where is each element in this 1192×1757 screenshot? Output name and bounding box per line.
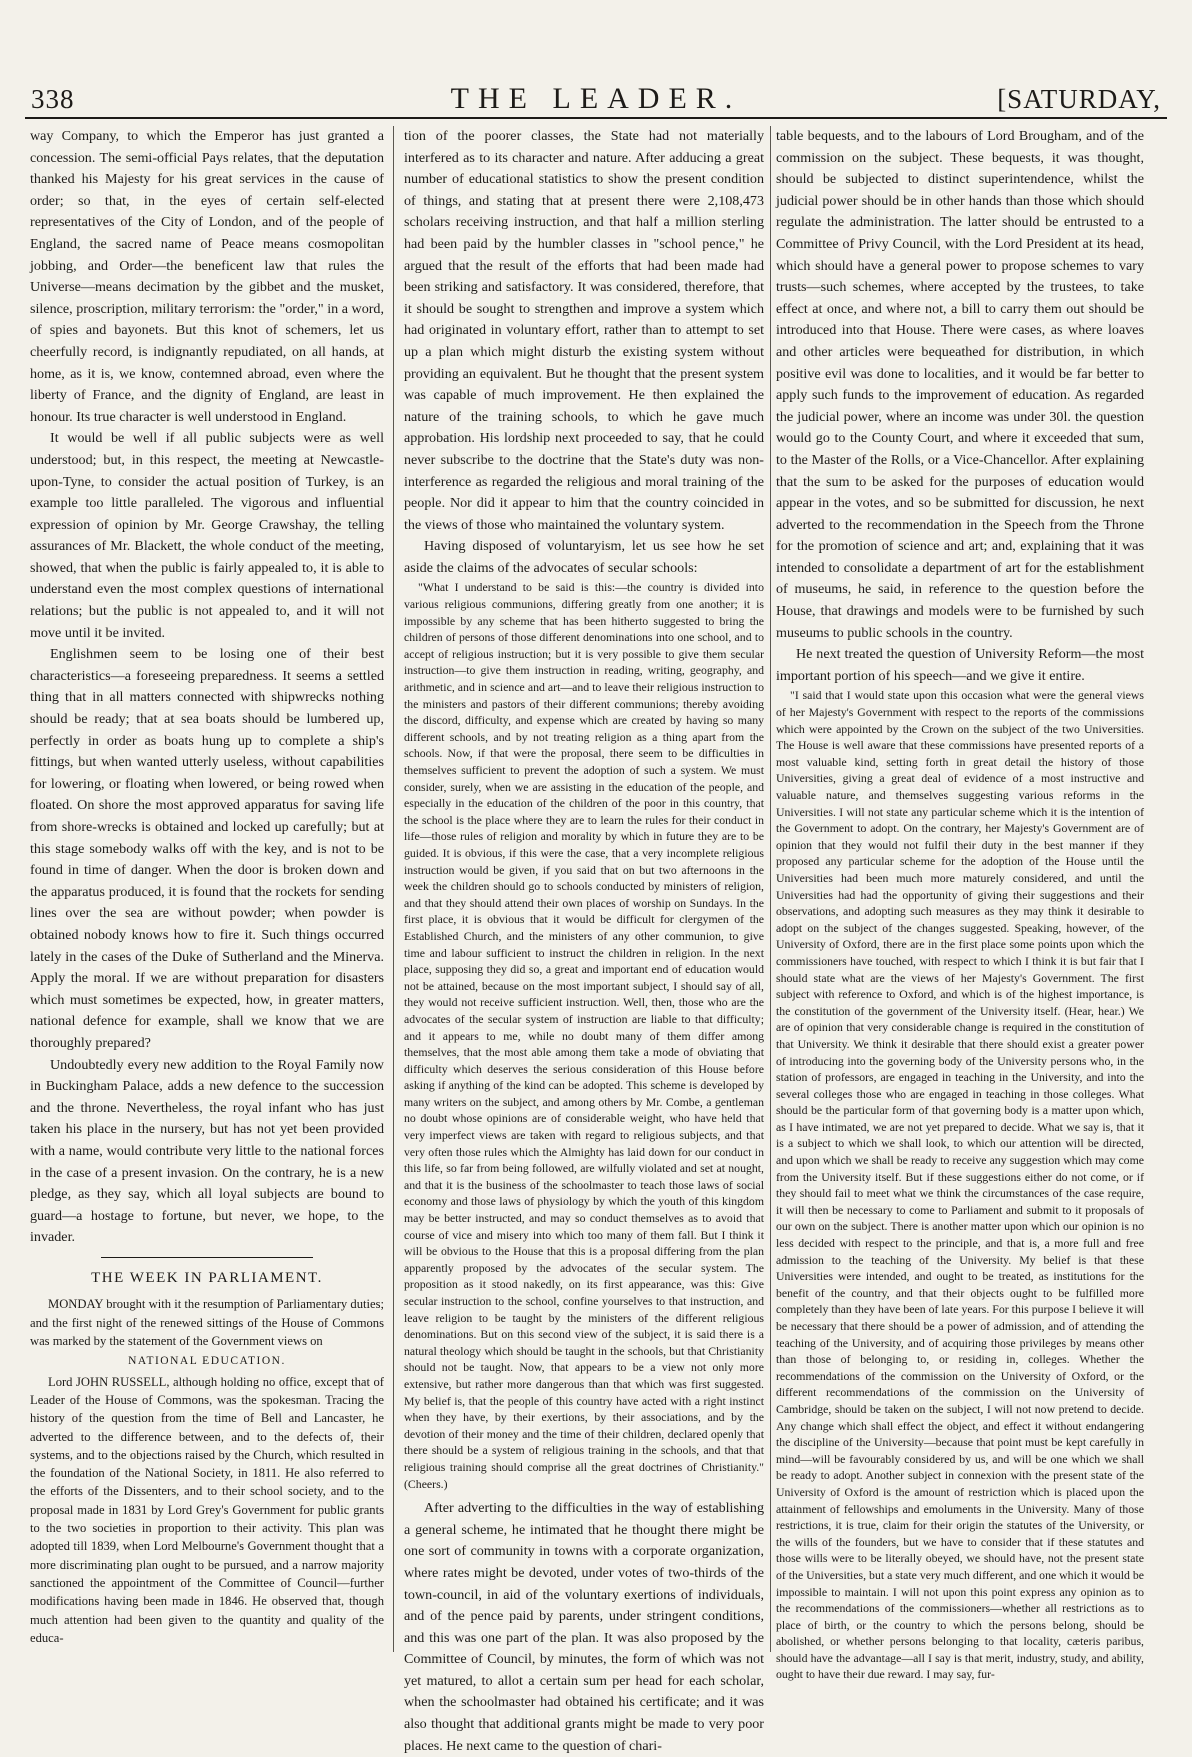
page-header [25, 64, 1167, 120]
issue-day: [SATURDAY, [997, 84, 1161, 114]
paragraph: Having disposed of voluntaryism, let us see how he set aside the claims of the advocates of secular schools: [404, 538, 764, 576]
paragraph: tion of the poorer classes, the State had not materially interfered as to its character and nature. After adducing a great number of educational statistics to show the present condition of things, and stating that at present there were 2,108,473 scholars receiving instruction, and that half a million sterling had been paid by the humbler classes in "school pence," he argued that the result of the efforts that had been made had been striking and satisfactory. It was considered, therefore, that it should be sought to strengthen and improve a system which had originated in voluntary effort, rather than to attempt to set up a plan which might disturb the existing system without providing an equivalent. But he thought that the present system was capable of much improvement. He then explained the nature of the training schools, to which he gave much approbation. His lordship next proceeded to say, that he could never subscribe to the doctrine that the State's duty was non-interference as regarded the religious and moral training of the people. Nor did it appear to him that the country coincided in the views of those who maintained the voluntary system. [404, 128, 764, 533]
publication-title: THE LEADER. [450, 82, 742, 115]
page-number: 338 [31, 84, 75, 114]
paragraph: Lord JOHN RUSSELL, although holding no office, except that of Leader of the House of Commons, was the spokesman. Tracing the history of the question from the time of Bell and Lancaster, he adverted to the difference between, and to the defects of, their systems, and to the objections raised by the Church, which resulted in the foundation of the National Society, in 1811. He also referred to the efforts of the Dissenters, and to their school society, and to the proposal made in 1831 by Lord Grey's Government for public grants to the two societies in proportion to their activity. This plan was adopted till 1839, when Lord Melbourne's Government thought that a more discriminating plan ought to be pursued, and a narrow majority sanctioned the appointment of the Committee of Council—further modifications having been made in 1846. He observed that, though much attention had been given to the quantity and quality of the educa- [30, 1374, 384, 1645]
column-1 [30, 126, 384, 1656]
subsection-heading: NATIONAL EDUCATION. [128, 1355, 286, 1368]
column-divider [393, 126, 394, 1652]
paragraph: It would be well if all public subjects were as well understood; but, in this respect, the meeting at Newcastle-upon-Tyne, to consider the actual position of Turkey, is an example too little paralleled. The vigorous and influential expression of opinion by Mr. George Crawshay, the telling assurances of Mr. Blackett, the whole conduct of the meeting, showed, that when the public is fairly appealed to, it is able to understand even the most complex questions of international relations; but the public is not appealed to, and it will not move until it be invited. [30, 430, 384, 641]
paragraph: Englishmen seem to be losing one of their best characteristics—a foreseeing preparedness. It seems a settled thing that in all matters connected with shipwrecks nothing should be ready; that at sea boats should be lumbered up, perfectly in order as boats hung up to complete a ship's fittings, but when wanted utterly useless, without capabilities for lowering, or floating when lowered, or being rowed when floated. On shore the most approved apparatus for saving life from shore-wrecks is obtained and locked up carefully; but at this stage somebody walks off with the key, and is not to be found in time of danger. When the door is broken down and the apparatus produced, it is found that the rockets for sending lines over the sea are without powder; when powder is obtained nobody knows how to fire it. Such things occurred lately in the cases of the Duke of Sutherland and the Minerva. Apply the moral. If we are without preparation for disasters which must sometimes be expected, how, in greater matters, national defence for example, shall we know that we are thoroughly prepared? [30, 646, 384, 1051]
quoted-speech: "I said that I would state upon this occasion what were the general views of her Majesty's Government with respect to the reports of the commissions which were appointed by the Crown on the subject of the two Universities. The House is well aware that these commissions have presented reports of a most valuable kind, setting forth in great detail the history of those Universities, giving a great deal of evidence of a most instructive and valuable nature, and themselves suggesting various reforms in the Universities. I will not state any particular scheme which it is the intention of the Government to adopt. On the contrary, her Majesty's Government are of opinion that they would not fulfil their duty in the best manner if they proposed any particular scheme for the adoption of the House until the Universities had been much more maturely considered, and until the Universities had had the opportunity of giving their suggestions and their observations, and adopting such measures as they may think it desirable to adopt on the subject of the changes suggested. Speaking, however, of the University of Oxford, there are in the first place some points upon which the commissioners have touched, with respect to which I think it is but fair that I should state what are the views of her Majesty's Government. The first subject with reference to Oxford, and which is of the highest importance, is the constitution of the government of the University itself. (Hear, hear.) We are of opinion that very considerable change is required in the constitution of that University. We think it desirable that there should exist a greater power of introducing into the governing body of the University persons who, in the station of professors, are engaged in teaching in the University, and into the several colleges those who are engaged in teaching in those colleges. What should be the particular form of that governing body is a matter upon which, as I have intimated, we are not yet prepared to decide. What we say is, that it is a subject to which we shall look, to which our attention will be directed, and upon which we shall be ready to receive any suggestion which may come from the University itself. But if these suggestions either do not come, or if they should fail to meet what we think the circumstances of the case require, it will then be necessary to come to Parliament and submit to it proposals of our own on the subject. There is another matter upon which our opinion is no less decided with respect to the principle, and that is, a more full and free admission to the teaching of the University. My belief is that these Universities were intended, and ought to be treated, as institutions for the benefit of the country, and that their objects ought to be fulfilled more completely than they have been of late years. For this purpose I believe it will be necessary that there should be a power of admission, and of attending the teaching of the University, and of acquiring those privileges by means other than those of belonging to, or residing in, colleges. Whether the recommendations of the commission on the University of Oxford, or the different recommendations of the commission on the University of Cambridge, should be taken on the subject, I will not now pretend to decide. Any change which shall effect the object, and effect it without endangering the discipline of the University—because that point must be kept carefully in mind—will be favourably considered by us, and will be one which we shall be ready to adopt. Another subject in connexion with the present state of the University of Oxford is the amount of restriction which is placed upon the attainment of fellowships and emoluments in the University. Many of those restrictions, it is true, claim for their origin the statutes of the University, or the wills of the founders, but we have to consider that if these statutes and those wills were to be literally obeyed, we should have, not the present state of the Universities, but a state very much different, and one which it would be impossible to maintain. I will not upon this point express any opinion as to the recommendations of the commissioners—whether all restrictions as to place of birth, or the country to which the persons belong, should be abolished, or whether persons belonging to that locality, cæteris paribus, should have the advantage—all I say is that merit, industry, study, and ability, ought to have their due reward. I may say, fur- [776, 688, 1145, 1682]
paragraph: Undoubtedly every new addition to the Royal Family now in Buckingham Palace, adds a new defence to the succession and the throne. Nevertheless, the royal infant who has just taken his place in the nursery, but has not yet been provided with a name, would contribute very little to the national forces in the case of a present invasion. On the contrary, he is a new pledge, as they say, which all loyal subjects are bound to guard—a hostage to fortune, but never, we hope, to the invader. [30, 1056, 384, 1246]
column-3 [776, 126, 1145, 1682]
column-divider [770, 126, 771, 1652]
quoted-speech: "What I understand to be said is this:—the country is divided into various religious communions, differing greatly from one another; it is impossible by any scheme that has been hitherto suggested to bring the children of persons of those different denominations into one school, and to accept of religious instruction; but it is very possible to give them secular instruction—to give them instruction in reading, writing, geography, and arithmetic, and in science and art—and to leave their religious instruction to the ministers and pastors of their different communions; thereby avoiding the discord, difficulty, and expense which are created by having so many different schools, and by not treating religion as a thing apart from the schools. Now, if that were the proposal, there seem to be difficulties in themselves sufficient to prevent the adoption of such a system. We must consider, surely, when we are assisting in the education of the people, and especially in the education of the children of the poor in this country, that the school is the place where they are to learn the rules for their conduct in life—those rules of religion and morality by which in future they are to be guided. It is obvious, if this were the case, that a very incomplete religious instruction would be given, if you said that on but two afternoons in the week the children should go to schools conducted by ministers of religion, and that they should attend their own places of worship on Sundays. In the first place, it is obvious that it would be difficult for clergymen of the Established Church, and the ministers of any other communion, to give time and labour sufficient to instruct the children in religion. In the next place, supposing they did so, a great and important end of education would not be attained, because on the most important subject, I should say of all, they would not receive sufficient instruction. Well, then, those who are the advocates of the secular system of instruction are liable to that difficulty; and it appears to me, while no doubt many of them differ among themselves, that the most able among them take a mode of obviating that difficulty which deserves the serious consideration of this House before asking if anything of the kind can be adopted. This scheme is developed by many writers on the subject, and among others by Mr. Combe, a gentleman no doubt whose opinions are of considerable weight, who have held that very imperfect views are taken with regard to religious subjects, and that very often those rules which the Almighty has laid down for our conduct in this life, so far from being followed, are wilfully violated and set at nought, and that it is the business of the schoolmaster to teach those laws of social economy and those laws of physiology by which the youth of this kingdom may be better instructed, and may so conduct themselves as to avoid that course of vice and misery into which too many of them fall. But I think it will be obvious to the House that this is a proposal differing from the plan apparently proposed by the advocates of the secular system. The proposition as it stood nakedly, on its first appearance, was this: Give secular instruction to the school, confine yourselves to that instruction, and leave religion to be taught by the ministers of the different religious denominations. But on this second view of the subject, it is said there is a natural theology which should be taught in the schools, but that Christianity should not be taught. Now, that appears to be a view not only more extensive, but rather more dangerous than that which was first suggested. My belief is, that the people of this country have acted with a right instinct when they have, by their exertions, by their associations, and by the devotion of their money and the time of their children, declared openly that there should be a system of religious training in the schools, and that that religious training should comprise all the great doctrines of Christianity." (Cheers.) [404, 580, 764, 1491]
paragraph: way Company, to which the Emperor has just granted a concession. The semi-official Pays relates, that the deputation thanked his Majesty for his great services in the cause of order; so that, in the eyes of certain self-elected representatives of the City of London, and of the people of England, the sacred name of Peace means cosmopolitan jobbing, and Order—the beneficent law that rules the Universe—means decimation by the gibbet and the musket, silence, proscription, military terrorism: the "order," in a word, of spies and bayonets. But this knot of schemers, let us cheerfully record, is indignantly repudiated, on all hands, at home, as it is, we know, contemned abroad, even where the liberty of France, and the dignity of England, are least in honour. Its true character is well understood in England. [30, 128, 384, 425]
paragraph: After adverting to the difficulties in the way of establishing a general scheme, he intimated that he thought there might be one sort of community in towns with a corporate organization, where rates might be devoted, under votes of two-thirds of the town-council, in aid of the voluntary exertions of individuals, and of the pence paid by parents, under stringent conditions, and this was one part of the plan. It was also proposed by the Committee of Council, by minutes, the form of which was not yet matured, to allot a certain sum per head for each scholar, when the schoolmaster had obtained his certificate; and it was also thought that additional grants might be made to very poor places. He next came to the question of chari- [404, 1500, 764, 1754]
paragraph: MONDAY brought with it the resumption of Parliamentary duties; and the first night of the renewed sittings of the House of Commons was marked by the statement of the Government views on [30, 1297, 384, 1349]
paragraph: He next treated the question of University Reform—the most important portion of his speech—and we give it entire. [776, 646, 1144, 684]
section-heading: THE WEEK IN PARLIAMENT. [91, 1269, 323, 1286]
section-rule [101, 1257, 313, 1258]
paragraph: table bequests, and to the labours of Lord Brougham, and of the commission on the subject. These bequests, it was thought, should be subjected to distinct superintendence, whilst the judicial power should be in other hands than those which should regulate the administration. The latter should be entrusted to a Committee of Privy Council, with the Lord President at its head, which should have a general power to propose schemes to vary trusts—such schemes, where accepted by the trustees, to take effect at once, and where not, a bill to carry them out should be introduced into that House. There were cases, as where loaves and other articles were bequeathed for distribution, in which positive evil was done to localities, and it would be far better to apply such funds to the improvement of education. As regarded the judicial power, where an income was under 30l. the question would go to the County Court, and where it exceeded that sum, to the Master of the Rolls, or a Vice-Chancellor. After explaining that the sum to be asked for the purposes of education would appear in the votes, and so be submitted for discussion, he next adverted to the recommendation in the Speech from the Throne for the promotion of science and art; and, explaining that it was intended to consolidate a department of art for the establishment of museums, he said, in reference to the question before the House, that drawings and models were to be furnished by such museums to public schools in the country. [776, 128, 1144, 641]
header-rule [25, 117, 1167, 119]
column-2 [404, 126, 764, 1754]
